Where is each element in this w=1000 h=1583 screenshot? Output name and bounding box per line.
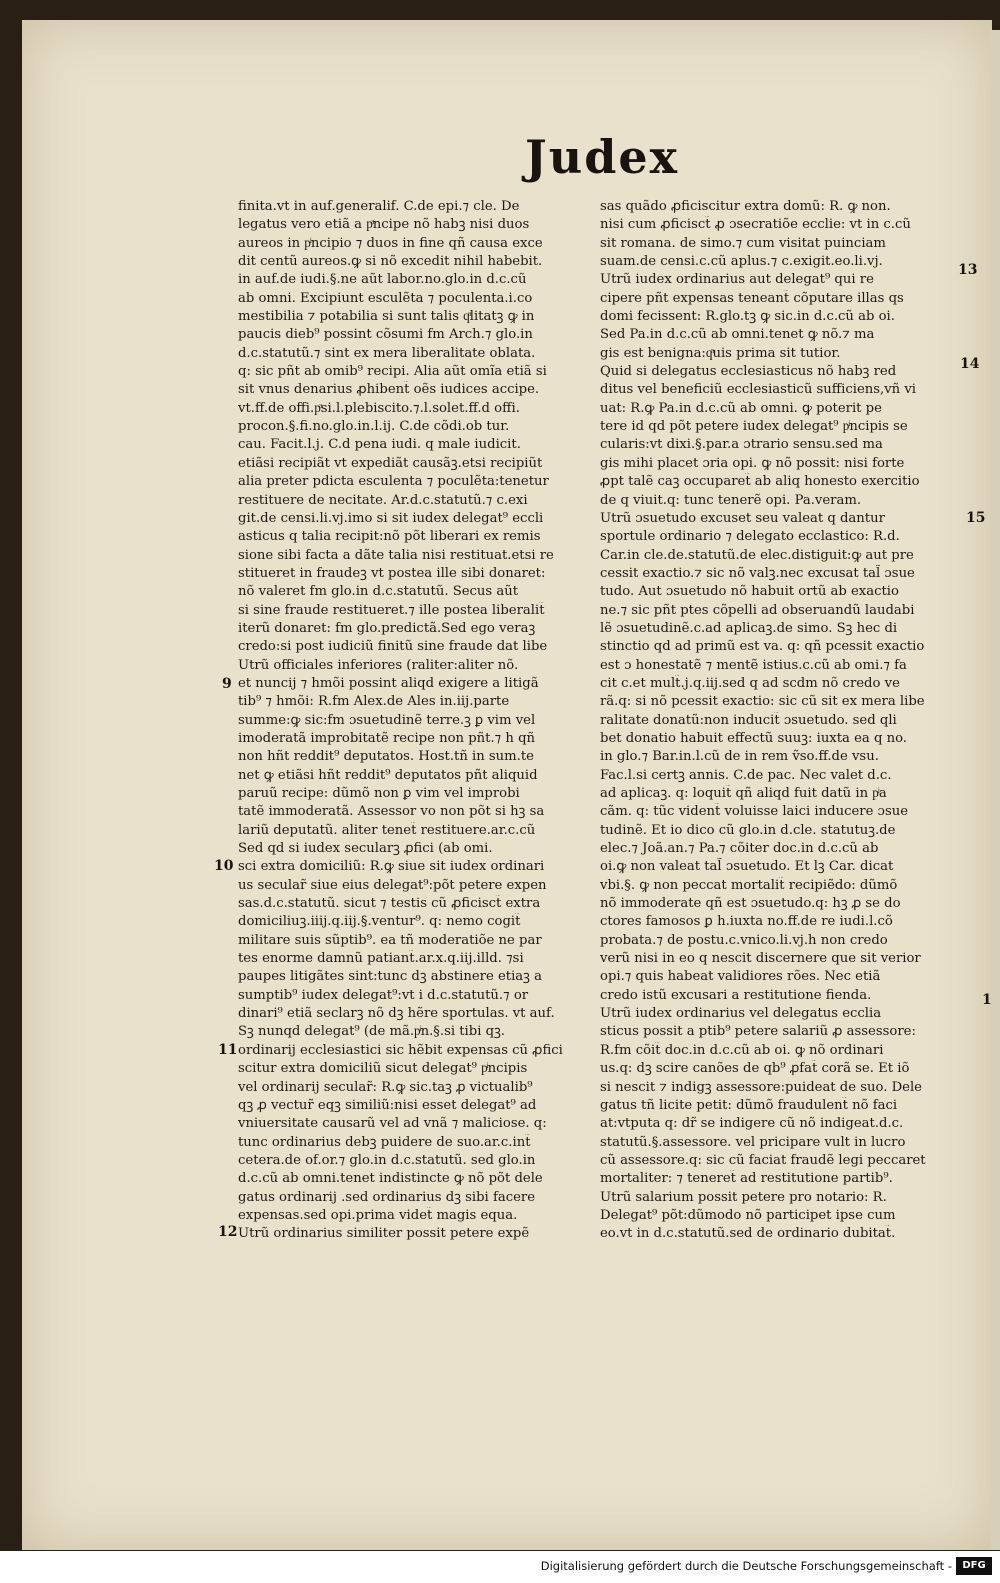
text-line: vel ordinarij secular̃: R.ꝙ sic.taꝫ ꝓ victualib⁹	[238, 1079, 533, 1095]
text-line: Utrũ iudex ordinarius aut delegat⁹ qui re	[600, 272, 874, 288]
text-line: scitur extra domiciliũ sicut delegat⁹ pͥncipis	[238, 1061, 528, 1077]
text-line: Utrũ ordinarius similiter possit petere expẽ	[238, 1226, 530, 1242]
text-line: etiãsi recipiãt vt expediãt causãꝫ.etsi recipiũt	[238, 455, 543, 471]
text-line: stinctio qd ad primũ est va. q: qñ pcessit exactio	[600, 639, 925, 655]
text-line: in glo.⁊ Bar.in.l.cũ de in rem ṽso.ff.de vsu.	[600, 749, 879, 765]
text-line: sit vnus denarius ꝓhibent̃ oẽs iudices accipe.	[238, 382, 540, 398]
text-line: dinari⁹ etiã seclarꝫ nõ dꝫ hẽre sportulas. vt auf.	[238, 1006, 555, 1022]
footer-credit: Digitalisierung gefördert durch die Deutsche Forschungsgemeinschaft -	[540, 1559, 952, 1573]
text-line: Utrũ ɔsuetudo excuset seu valeat q dantur	[600, 510, 885, 526]
text-line: paucis dieb⁹ possint cõsumi fm Arch.⁊ glo.in	[238, 327, 533, 343]
text-line: at:vtputa q: dr̃ se indigere cũ nõ indigeat.d.c.	[600, 1116, 904, 1132]
text-line: domiciliuꝫ.iiij.q.iij.§.ventur⁹. q: nemo cogit̃	[238, 914, 521, 930]
text-line: domi fecissent: R.glo.tꝫ ꝙ sic.in d.c.cũ ab oi.	[600, 309, 895, 325]
margin-number-11: 11	[218, 1042, 238, 1058]
margin-number-14: 14	[960, 356, 980, 372]
text-line: rã.q: si nõ pcessit exactio: sic cũ sit ex mera libe	[600, 694, 925, 710]
margin-number-9: 9	[222, 676, 232, 692]
text-line: cipere pñt expensas teneant̃ cõputare illas qs	[600, 290, 904, 306]
margin-number-10: 10	[214, 858, 234, 874]
text-line: ab omni. Excipiunt esculẽta ⁊ poculenta.i.co	[238, 290, 533, 306]
text-line: cãm. q: tũc vident̃ voluisse laici inducere ɔsue	[600, 804, 909, 820]
text-line: de q viuit.q: tunc tenerẽ opi. Pa.veram.	[600, 492, 862, 508]
text-line: non hñt reddit⁹ deputatos. Host.tñ in sum.te	[238, 749, 534, 765]
text-line: in auf.de iudi.§.ne aũt labor.no.glo.in d.c.cũ	[238, 272, 527, 288]
text-line: ralitate donatũ:non inducit̃ ɔsuetudo. sed qli	[600, 712, 897, 728]
text-line: q: sic pñt ab omib⁹ recipi. Alia aũt omĩa etiã si	[238, 364, 547, 380]
text-line: gatus tñ licite petit: dũmõ fraudulent̃ nõ faci	[600, 1097, 898, 1113]
text-line: tunc ordinarius debꝫ puidere de suo.ar.c.int̃	[238, 1134, 531, 1150]
text-line: nõ valeret fm glo.in d.c.statutũ. Secus aũt	[238, 584, 519, 600]
text-line: eo.vt in d.c.statutũ.sed de ordinario dubitat̃.	[600, 1226, 896, 1242]
text-line: elec.⁊ Joã.an.⁊ Pa.⁊ cõiter doc.in d.c.cũ ab	[600, 841, 879, 857]
text-line: militare suis sũptib⁹. ea tñ moderatiõe ne par	[238, 932, 542, 948]
margin-number-15: 15	[966, 510, 986, 526]
text-line: us secular̃ siue eius delegat⁹:põt petere expen	[238, 877, 547, 893]
text-line: cessit exactio.⁊ sic nõ valꝫ.nec excusat tal̃ ɔsue	[600, 565, 915, 581]
text-line: mestibilia ⁊ potabilia si sunt talis qͣlitatꝫ ꝙ in	[238, 309, 535, 325]
text-line: si sine fraude restitueret.⁊ ille postea liberalit̃	[238, 602, 545, 618]
text-line: est ɔ honestatẽ ⁊ mentẽ istius.c.cũ ab omi.⁊ fa	[600, 657, 907, 673]
running-head: Judex	[525, 130, 680, 184]
text-line: Sed Pa.in d.c.cũ ab omni.tenet ꝙ nõ.⁊ ma	[600, 327, 875, 343]
text-line: Delegat⁹ põt:dũmodo nõ participet ipse cum	[600, 1207, 896, 1223]
text-line: Sed qd si iudex secularꝫ ꝓfici (ab omi.	[238, 841, 493, 857]
text-line: tes enorme damnũ patiant̃.ar.x.q.iij.illd. ⁊si	[238, 951, 524, 967]
text-line: uat: R.ꝙ Pa.in d.c.cũ ab omni. ꝙ poterit pe	[600, 400, 882, 416]
text-line: legatus vero etiã a pͣncipe nõ habꝫ nisi duos	[238, 217, 530, 233]
text-line: sticus possit a ptib⁹ petere salariũ ꝓ assessore:	[600, 1024, 916, 1040]
text-line: lẽ ɔsuetudinẽ.c.ad aplicaꝫ.de simo. Sꝫ hec di	[600, 620, 898, 636]
text-line: tatẽ immoderatã. Assessor vo non põt si hꝫ sa	[238, 804, 545, 820]
text-line: sione sibi facta a dãte talia nisi restituat.etsi re	[238, 547, 554, 563]
text-line: vbi.§. ꝙ non peccat mortalit̃ recipiẽdo: dũmõ	[600, 877, 898, 893]
text-line: gis mihi placet ɔria opi. ꝙ nõ possit: nisi forte	[600, 455, 905, 471]
text-line: vniuersitate causarũ vel ad vnã ⁊ maliciose. q:	[238, 1116, 547, 1132]
text-line: Quid si delegatus ecclesiasticus nõ habꝫ red	[600, 364, 897, 380]
text-line: sas quãdo ꝓficiscitur extra domũ: R. ꝙ non.	[600, 199, 891, 214]
text-line: nõ immoderate qñ est ɔsuetudo.q: hꝫ ꝓ se do	[600, 896, 901, 912]
text-line: Sꝫ nunqd delegat⁹ (de mã.pͥn.§.si tibi qꝫ.	[238, 1024, 505, 1040]
text-line: Utrũ iudex ordinarius vel delegatus ecclia	[600, 1006, 882, 1022]
margin-number-13: 13	[958, 262, 978, 278]
text-line: ctores famosos ꝑ h.iuxta no.ff.de re iudi.l.cõ	[600, 914, 893, 930]
text-line: ordinarij ecclesiastici sic hẽbit expensas cũ ꝓfici	[238, 1042, 563, 1058]
text-line: ꝓpt talẽ caꝫ occuparet̃ ab aliq honesto exercitio	[600, 474, 920, 490]
dfg-logo: DFG	[956, 1557, 992, 1575]
text-line: procon.§.fi.no.glo.in.l.ij. C.de cõdi.ob tur.	[238, 419, 510, 435]
text-line: sportule ordinario ⁊ delegato ecclastico: R.d.	[600, 529, 900, 545]
text-line: us.q: dꝫ scire canões de qb⁹ ꝓfat̃ corã se. Et iõ	[600, 1061, 910, 1077]
text-line: opi.⁊ quis habeat validiores rões. Nec etiã	[600, 969, 881, 985]
text-line: dit centũ aureos.ꝙ si nõ excedit nihil habebit.	[238, 254, 543, 270]
text-line: alia preter pdicta esculenta ⁊ poculẽta:tenetur	[238, 474, 549, 490]
text-line: Utrũ officiales inferiores (raliter:aliter nõ.	[238, 657, 519, 673]
text-line: qꝫ ꝓ vectur̃ eqꝫ similiũ:nisi esset delegat⁹ ad	[238, 1097, 537, 1113]
text-line: git.de censi.li.vj.imo si sit iudex delegat⁹ eccli	[238, 510, 544, 526]
text-line: si nescit ⁊ indigꝫ assessore:puideat de suo. Dele	[600, 1079, 922, 1095]
text-line: Fac.l.si certꝫ annis. C.de pac. Nec valet d.c.	[600, 767, 892, 783]
text-line: cit c.et mult̃.j.q.iij.sed q ad scdm nõ credo ve	[600, 675, 900, 691]
text-line: ad aplicaꝫ. q: loquit̃ qñ aliqd fuit datũ in pͥa	[600, 786, 887, 801]
next-page-edge	[990, 30, 1000, 1550]
text-line: sci extra domiciliũ: R.ꝙ siue sit iudex ordinari	[238, 859, 545, 875]
text-line: sumptib⁹ iudex delegat⁹:vt i d.c.statutũ.⁊ or	[238, 987, 529, 1003]
right-text-column	[600, 198, 960, 1244]
text-line: probata.⁊ de postu.c.vnico.li.vj.h non credo	[600, 932, 888, 948]
margin-number-12: 12	[218, 1224, 238, 1240]
text-line: Utrũ salarium possit petere pro notario: R.	[600, 1189, 887, 1205]
margin-number-16: 1	[982, 992, 992, 1008]
text-line: stitueret in fraudeꝫ vt postea ille sibi donaret:	[238, 565, 546, 581]
text-line: nisi cum ꝓficisct̃ ꝓ ɔsecratiõe ecclie: vt in c.cũ	[600, 217, 911, 233]
text-line: d.c.cũ ab omni.tenet indistincte ꝙ nõ põt dele	[238, 1171, 543, 1187]
text-line: bet donatio habuit effectũ suuꝫ: iuxta ea q no.	[600, 730, 907, 746]
text-line: tudo. Aut ɔsuetudo nõ habuit ortũ ab exactio	[600, 584, 899, 600]
text-line: summe:ꝙ sic:fm ɔsuetudinẽ terre.ꝫ ꝑ vim vel	[238, 712, 536, 728]
text-line: cularis:vt dixi.§.par.a ɔtrario sensu.sed ma	[600, 437, 883, 453]
text-line: aureos in pͥncipio ⁊ duos in fine qñ causa exce	[238, 235, 543, 251]
text-line: tudinẽ. Et io dico cũ glo.in d.cle. statutuꝫ.de	[600, 822, 896, 838]
text-line: suam.de censi.c.cũ aplus.⁊ c.exigit.eo.li.vj.	[600, 254, 883, 270]
text-line: verũ nisi in eo q nescit discernere que sit verior	[600, 951, 921, 967]
left-text-column	[238, 198, 598, 1244]
text-line: cetera.de of.or.⁊ glo.in d.c.statutũ. sed glo.in	[238, 1152, 536, 1168]
text-line: oi.ꝙ non valeat tal̃ ɔsuetudo. Et lꝫ Car. dicat	[600, 859, 894, 875]
text-line: paupes litigãtes sint:tunc dꝫ abstinere etiaꝫ a	[238, 969, 542, 985]
text-line: gatus ordinarij .sed ordinarius dꝫ sibi facere	[238, 1189, 535, 1205]
text-line: sit romana. de simo.⁊ cum visitat puinciam	[600, 235, 886, 251]
digitization-footer	[0, 1551, 1000, 1583]
text-line: vt.ff.de offi.pͣsi.l.plebiscito.⁊.l.solet.ff.d offi.	[238, 400, 520, 416]
text-line: R.fm cõit̃ doc.in d.c.cũ ab oi. ꝙ nõ ordinari	[600, 1042, 884, 1058]
text-line: cau. Facit.l.j. C.d pena iudi. q male iudicit.	[238, 437, 521, 453]
text-line: credo:si post iudiciũ finitũ sine fraude dat libe	[238, 639, 548, 655]
text-line: expensas.sed opi.prima videt̃ magis equa.	[238, 1207, 518, 1223]
text-line: et nuncij ⁊ hmõi possint aliqd exigere a litigã	[238, 675, 539, 691]
text-line: paruũ recipe: dũmõ non ꝑ vim vel improbi	[238, 786, 520, 801]
text-line: ne.⁊ sic pñt ptes cõpelli ad obseruandũ laudabi	[600, 602, 915, 618]
text-line: iterũ donaret: fm glo.predictã.Sed ego veraꝫ	[238, 620, 536, 636]
text-line: gis est benigna:qͣuis prima sit tutior.	[600, 345, 841, 361]
text-line: cũ assessore.q: sic cũ faciat fraudẽ legi peccaret	[600, 1152, 926, 1168]
text-line: asticus q talia recipit:nõ põt liberari ex remis	[238, 529, 541, 545]
text-line: credo istũ excusari a restitutione fienda.	[600, 987, 872, 1003]
text-line: lariũ deputatũ. aliter tenet̃ restituere.ar.c.cũ	[238, 822, 536, 838]
text-line: tib⁹ ⁊ hmõi: R.fm Alex.de Ales in.iij.parte	[238, 694, 510, 710]
text-line: mortaliter: ⁊ teneret̃ ad restitutione partib⁹.	[600, 1171, 893, 1187]
text-line: imoderatã improbitatẽ recipe non pñt.⁊ h qñ	[238, 730, 536, 746]
text-line: Car.in cle.de.statutũ.de elec.distiguit:ꝙ aut pre	[600, 547, 914, 563]
text-line: sas.d.c.statutũ. sicut ⁊ testis cũ ꝓficisct̃ extra	[238, 896, 541, 912]
text-line: finita.vt in auf.generalif. C.de epi.⁊ cle. De	[238, 199, 520, 214]
text-line: ditus vel beneficiũ ecclesiasticũ sufficiens,vñ vi	[600, 382, 917, 398]
text-line: net ꝙ etiãsi hñt reddit⁹ deputatos pñt aliquid	[238, 767, 538, 783]
text-line: statutũ.§.assessore. vel pricipare vult in lucro	[600, 1134, 906, 1150]
text-line: tere id qd põt petere iudex delegat⁹ pͥncipis se	[600, 419, 908, 435]
text-line: restituere de necitate. Ar.d.c.statutũ.⁊ c.exi	[238, 492, 528, 508]
text-line: d.c.statutũ.⁊ sint ex mera liberalitate oblata.	[238, 345, 536, 361]
